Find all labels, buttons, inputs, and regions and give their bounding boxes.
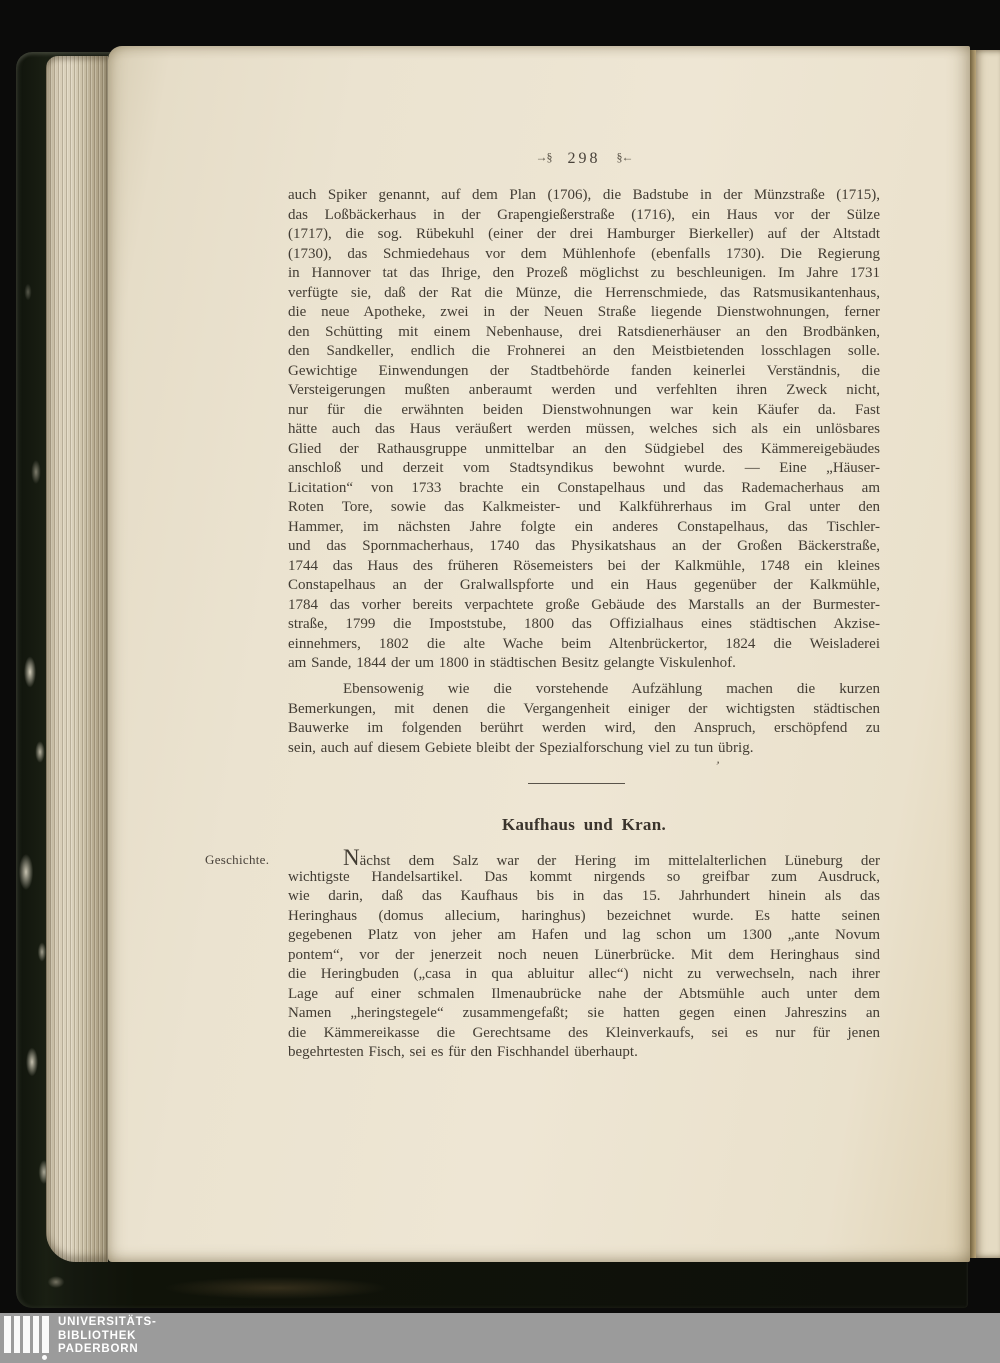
text-line: auch Spiker genannt, auf dem Plan (1706), die Badstube in der Münzstraße (1715), [288, 187, 880, 203]
text-line: einnehmers, 1802 die alte Wache beim Altenbrückertor, 1824 die Weisladerei [288, 635, 880, 652]
page-number: 298 [567, 150, 601, 167]
library-name [58, 1316, 157, 1357]
text-line: 1784 das vorher bereits verpachtete große Gebäude des Marstalls an der Burmester- [288, 596, 880, 613]
header-ornament-left-icon: →§ [535, 150, 552, 164]
text-line: pontem“, vor der jenerzeit noch neuen Lünerbrücke. Mit dem Heringhaus sind [288, 946, 880, 963]
text-line: straße, 1799 die Impoststube, 1800 das Offizialhaus eines städtischen Akzise- [288, 616, 880, 632]
text-line: anschloß und derzeit vom Stadtsyndikus bewohnt wurde. — Eine „Häuser- [288, 460, 880, 476]
text-line: Namen „heringstegele“ zusammengefaßt; sie hatten gegen einen Jahreszins an [288, 1005, 880, 1021]
paragraph [288, 680, 880, 758]
text-line: Bemerkungen, mit denen die Vergangenheit einiger der wichtigsten städtischen [288, 700, 880, 717]
text-line: den Sandkeller, endlich die Frohnerei an den Meistbietenden losschlagen solle. [288, 343, 880, 359]
library-logo-icon [4, 1316, 49, 1353]
text-line: 1744 das Haus des früheren Rösemeisters bei der Kalkmühle, 1748 ein kleines [288, 557, 880, 574]
library-watermark-bar [0, 1313, 1000, 1363]
text-line: die Kämmereikasse die Gerechtsame des Kleinverkaufs, sei es nur für jenen [288, 1024, 880, 1041]
facing-page-edge [976, 50, 1000, 1258]
text-line: Nächst dem Salz war der Hering im mittelalterlichen Lüneburg der [343, 845, 880, 870]
text-line: die neue Apotheke, zwei in der Neuen Straße liegende Dienstwohnungen, ferner [288, 304, 880, 320]
text-line: wichtigste Handelsartikel. Das kommt nirgends so greifbar zum Ausdruck, [288, 868, 880, 885]
library-logo-dot [42, 1355, 47, 1360]
running-head [288, 150, 880, 168]
text-line: das Loßbäckerhaus in der Grapengießerstraße (1716), ein Haus vor der Sülze [288, 206, 880, 223]
library-name-line1: UNIVERSITÄTS- [58, 1316, 157, 1328]
text-line: Roten Tore, sowie das Kalkmeister- und Kalkführerhaus im Gral unter den [288, 499, 880, 515]
text-line: die Heringbuden („casa in qua abluitur allec“) nicht zu verwechseln, nach ihrer [288, 966, 880, 982]
text-line: den Schütting mit einem Nebenhause, drei Ratsdienerhäuser an den Brodbänken, [288, 323, 880, 340]
text-line: gegebenen Platz von jeher am Hafen und lag schon um 1300 „ante Novum [288, 927, 880, 943]
book-page [108, 46, 970, 1262]
text-line: Lage auf einer schmalen Ilmenaubrücke nahe der Abtsmühle auch unter dem [288, 985, 880, 1002]
section-heading: Kaufhaus und Kran. [501, 815, 667, 834]
text-line: sein, auch auf diesem Gebiete bleibt der Spezialforschung viel zu tun übrig. [288, 739, 754, 756]
text-line: verfügte sie, daß der Rat die Münze, die Herrenschmiede, das Ratsmusikantenhaus, [288, 284, 880, 301]
text-line: Licitation“ von 1733 brachte ein Constapelhaus und das Rademacherhaus am [288, 479, 880, 496]
text-line: Constapelhaus an der Gralwallspforte und ein Haus gegenüber der Kalkmühle, [288, 577, 880, 593]
text-line: Heringhaus (domus allecium, haringhus) bezeichnet wurde. Es hatte seinen [288, 907, 880, 924]
text-line: Bauwerke im folgenden berührt werden wird, den Anspruch, erschöpfend zu [288, 720, 880, 736]
header-ornament-right-icon: §← [616, 150, 633, 164]
text-line: wie darin, daß das Kaufhaus bis in das 15. Jahrhundert hinein als das [288, 888, 880, 904]
text-line: Glied der Rathausgruppe unmittelbar an den Südgiebel des Kämmereigebäudes [288, 440, 880, 457]
library-name-line3: PADERBORN [58, 1343, 139, 1355]
text-line: nur für die erwähnten beiden Dienstwohnungen war kein Käufer da. Fast [288, 401, 880, 418]
margin-note: Geschichte. [205, 852, 270, 867]
text-line: (1730), das Schmiedehaus vor dem Mühlenhofe (ebenfalls 1730). Die Regierung [288, 245, 880, 262]
library-name-line2: BIBLIOTHEK [58, 1329, 137, 1342]
text-line: (1717), die sog. Rübekuhl (einer der drei Hamburger Bierkeller) auf der Altstadt [288, 226, 880, 242]
ink-speck: ’ [713, 757, 722, 774]
section-divider [528, 783, 625, 784]
text-line: begehrtesten Fisch, sei es für den Fischhandel überhaupt. [288, 1044, 638, 1060]
page-edge-stack [46, 56, 108, 1262]
paragraph [288, 186, 880, 674]
text-line: Hammer, im nächsten Jahre folgte ein anderes Constapelhaus, das Tischler- [288, 518, 880, 535]
text-line: Gewichtige Einwendungen der Stadtbehörde fanden keinerlei Verständnis, die [288, 362, 880, 379]
paragraph [288, 845, 880, 1063]
text-line: am Sande, 1844 der um 1800 in städtischen Besitz gelangte Viskulenhof. [288, 655, 736, 671]
text-line: Ebensowenig wie die vorstehende Aufzählung machen die kurzen [343, 681, 880, 697]
text-line: Versteigerungen mußten anberaumt werden und verfehlten ihren Zweck nicht, [288, 382, 880, 398]
text-line: in Hannover tat das Ihrige, den Prozeß möglichst zu beschleunigen. Im Jahre 1731 [288, 265, 880, 281]
text-line: hätte auch das Haus veräußert werden müssen, welches sich als ein unlösbares [288, 421, 880, 437]
text-line: und das Spornmacherhaus, 1740 das Physikatshaus an der Großen Bäckerstraße, [288, 538, 880, 554]
